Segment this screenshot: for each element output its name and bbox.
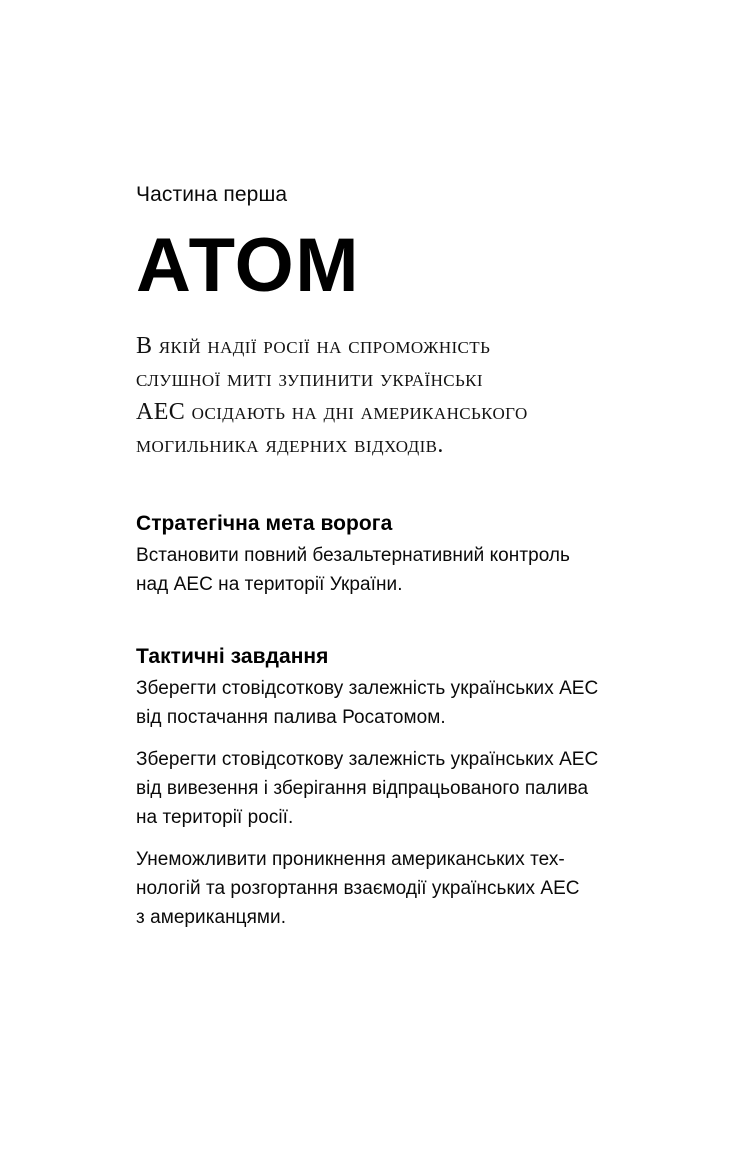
body-line: над АЕС на території України. xyxy=(136,574,403,595)
part-title: АТОМ xyxy=(136,223,361,308)
document-page xyxy=(136,0,636,932)
body-paragraph xyxy=(136,745,631,832)
standfirst-line: могильника ядерних відходів. xyxy=(136,432,444,458)
part-label: Частина перша xyxy=(136,183,288,206)
body-line: на території росії. xyxy=(136,807,294,828)
section-tactical-tasks xyxy=(136,643,636,932)
body-line: від постачання палива Росатомом. xyxy=(136,707,446,728)
section-heading: Тактичні завдання xyxy=(136,645,329,668)
standfirst-line: слушної миті зупинити українські xyxy=(136,366,483,392)
body-paragraph xyxy=(136,541,631,599)
body-line: Унеможливити проникнення американських тех- xyxy=(136,849,565,870)
standfirst-line: АЕС осідають на дні американського xyxy=(136,399,528,425)
section-strategic-goal xyxy=(136,510,636,599)
body-line: Зберегти стовідсоткову залежність українських АЕС xyxy=(136,678,599,699)
body-line: нологій та розгортання взаємодії українських АЕС xyxy=(136,878,580,899)
body-line: з американцями. xyxy=(136,907,287,928)
body-line: Зберегти стовідсоткову залежність українських АЕС xyxy=(136,749,599,770)
standfirst-paragraph xyxy=(136,306,631,462)
body-line: Встановити повний безальтернативний контроль xyxy=(136,545,570,566)
section-heading: Стратегічна мета ворога xyxy=(136,512,393,535)
body-line: від вивезення і зберігання відпрацьованого палива xyxy=(136,778,589,799)
standfirst-line: В якій надії росії на спроможність xyxy=(136,333,491,359)
body-paragraph xyxy=(136,845,631,932)
body-paragraph xyxy=(136,674,631,732)
